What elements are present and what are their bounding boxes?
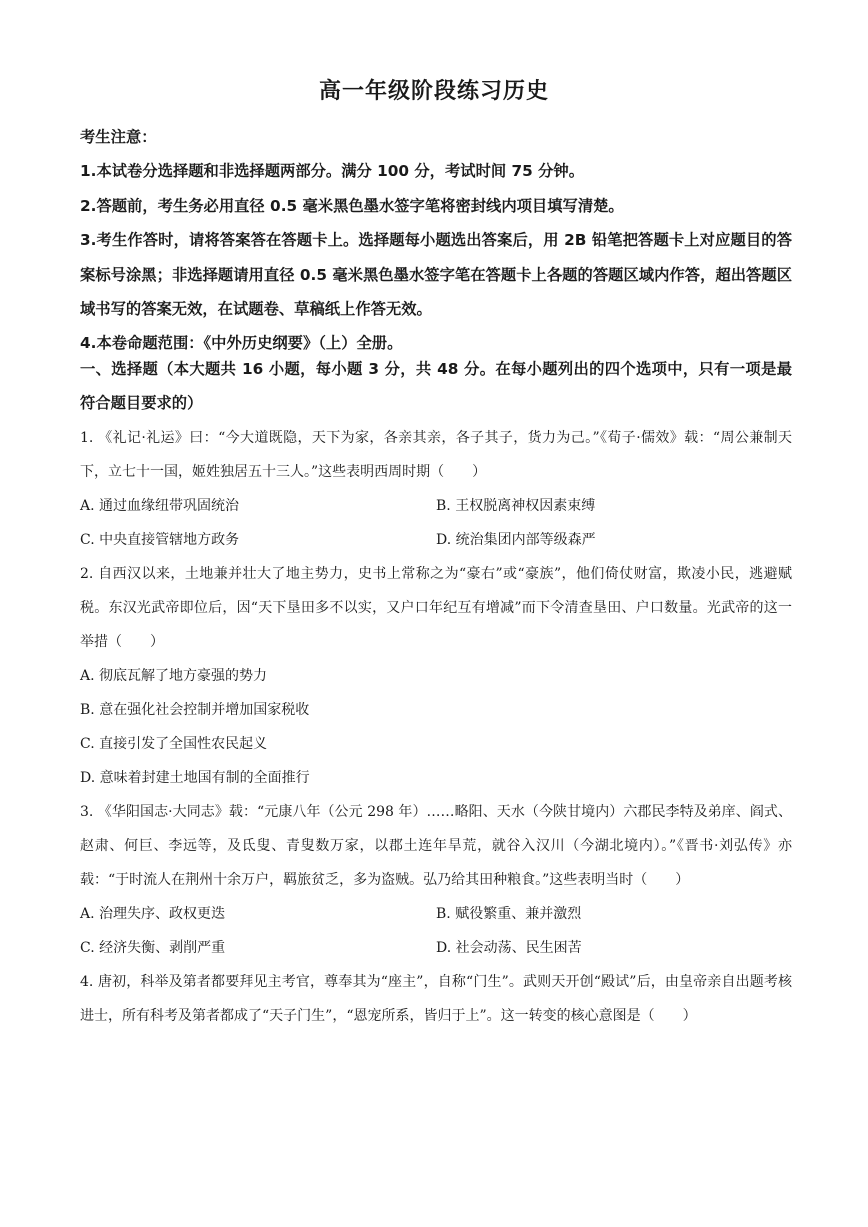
- question-stem: 1. 《礼记·礼运》曰：“今大道既隐，天下为家，各亲其亲，各子其子，货力为己。”《荀子·儒效》载：“周公兼制天下，立七十一国，姬姓独居五十三人。”这些表明西周时期（ ）: [80, 430, 792, 480]
- option-group: [80, 897, 792, 965]
- option-group: [80, 659, 792, 795]
- notice-item: 1.本试卷分选择题和非选择题两部分。满分 100 分，考试时间 75 分钟。: [80, 162, 584, 181]
- option-c: C. 经济失衡、剥削严重: [80, 940, 226, 956]
- option-b: B. 意在强化社会控制并增加国家税收: [80, 702, 310, 718]
- option-d: D. 社会动荡、民生困苦: [436, 940, 582, 956]
- section-heading-block: [80, 352, 792, 420]
- option-d: D. 统治集团内部等级森严: [436, 532, 596, 548]
- question-1: [80, 421, 792, 557]
- option-b: B. 赋役繁重、兼并激烈: [436, 906, 582, 922]
- page-title: 高一年级阶段练习历史: [318, 79, 549, 104]
- question-4: [80, 965, 792, 1033]
- notice-section: [80, 120, 792, 361]
- option-a: A. 彻底瓦解了地方豪强的势力: [80, 668, 268, 684]
- question-3: [80, 795, 792, 965]
- notice-item: 3.考生作答时，请将答案答在答题卡上。选择题每小题选出答案后，用 2B 铅笔把答题卡上对应题目的答案标号涂黑；非选择题请用直径 0.5 毫米黑色墨水签字笔在答题卡上各题的答题区域内作答，超出答题区域书写的答案无效，在试题卷、草稿纸上作答无效。: [80, 231, 792, 319]
- notice-item: 4.本卷命题范围：《中外历史纲要》（上）全册。: [80, 334, 403, 353]
- notice-item: 2.答题前，考生务必用直径 0.5 毫米黑色墨水签字笔将密封线内项目填写清楚。: [80, 196, 624, 215]
- question-stem: 4. 唐初，科举及第者都要拜见主考官，尊奉其为“座主”，自称“门生”。武则天开创“殿试”后，由皇帝亲自出题考核进士，所有科考及第者都成了“天子门生”，“恩宠所系，皆归于上”。这一转变的核心意图是（ ）: [80, 974, 792, 1024]
- option-c: C. 直接引发了全国性农民起义: [80, 736, 268, 752]
- question-stem: 3. 《华阳国志·大同志》载：“元康八年（公元 298 年）……略阳、天水（今陕甘境内）六郡民李特及弟庠、阎式、赵肃、何巨、李远等，及氐叟、青叟数万家，以郡土连年旱荒，就谷入汉川（今湖北境内）。”《晋书·刘弘传》亦载：“于时流人在荆州十余万户，羁旅贫乏，多为盗贼。弘乃给其田种粮食。”这些表明当时（ ）: [80, 804, 792, 888]
- option-a: A. 治理失序、政权更迭: [80, 906, 226, 922]
- question-list: [80, 421, 792, 1033]
- option-a: A. 通过血缘纽带巩固统治: [80, 498, 240, 514]
- option-d: D. 意味着封建土地国有制的全面推行: [80, 770, 310, 786]
- option-b: B. 王权脱离神权因素束缚: [436, 498, 596, 514]
- option-c: C. 中央直接管辖地方政务: [80, 532, 240, 548]
- question-stem: 2. 自西汉以来，土地兼并壮大了地主势力，史书上常称之为“豪右”或“豪族”，他们倚仗财富，欺凌小民，逃避赋税。东汉光武帝即位后，因“天下垦田多不以实，又户口年纪互有增减”而下令清查垦田、户口数量。光武帝的这一举措（ ）: [80, 566, 792, 650]
- question-2: [80, 557, 792, 795]
- option-group: [80, 489, 792, 557]
- notice-heading: 考生注意：: [80, 128, 157, 146]
- section-heading: 一、选择题（本大题共 16 小题，每小题 3 分，共 48 分。在每小题列出的四个选项中，只有一项是最符合题目要求的）: [80, 360, 792, 412]
